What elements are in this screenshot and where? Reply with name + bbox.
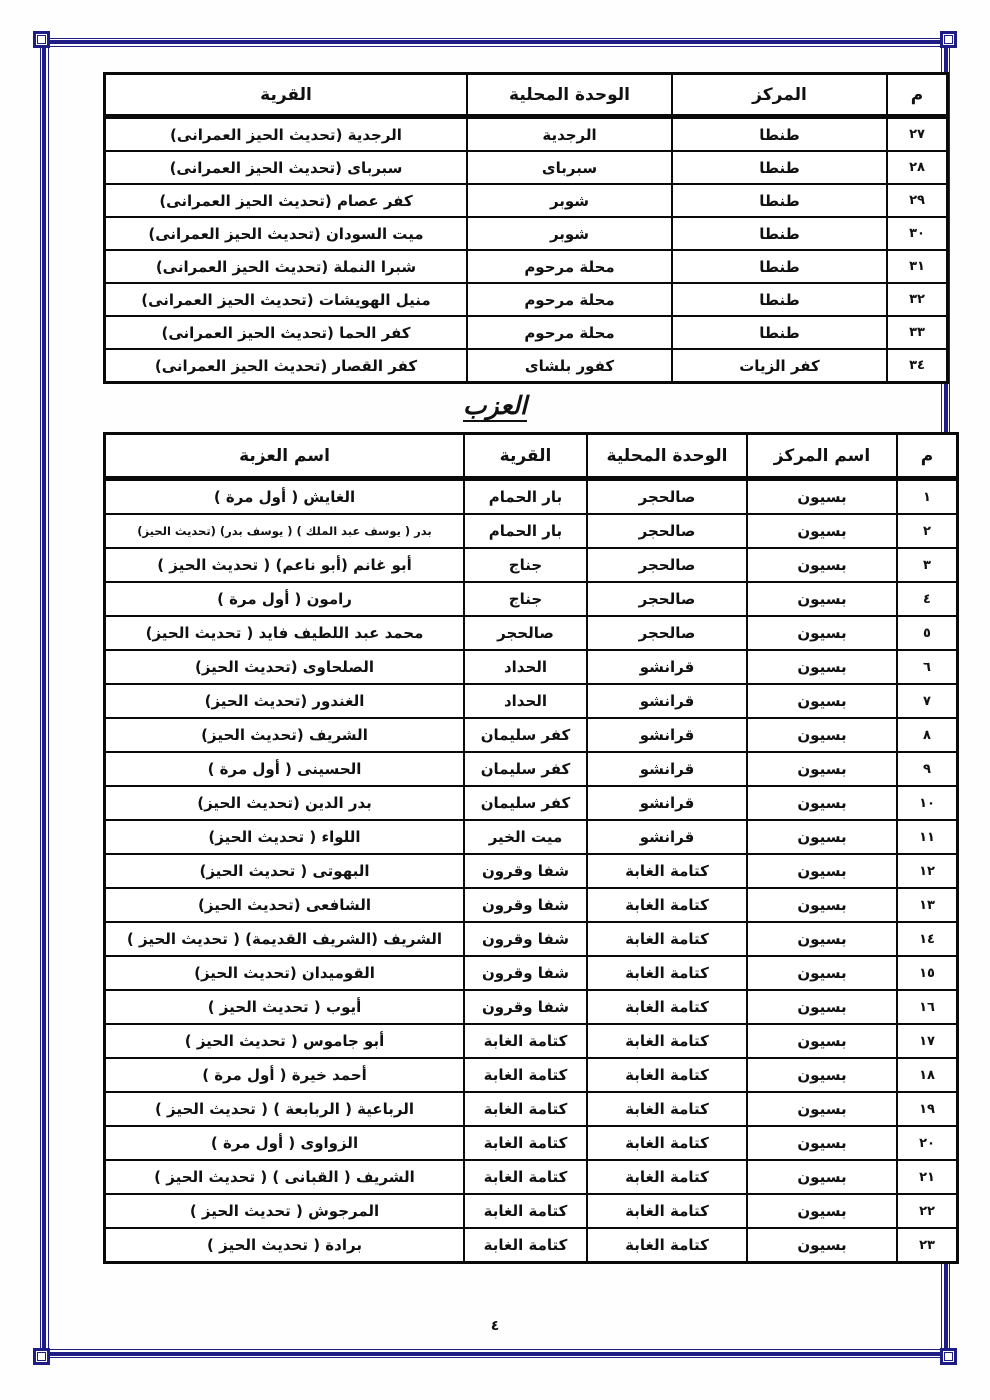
- hamlets-row: [105, 1160, 958, 1194]
- hamlets-unit-cell: كتامة الغابة: [587, 888, 747, 922]
- villages-table: [103, 72, 949, 384]
- hamlets-hamlet-cell: الشريف ( القبانى ) ( تحديث الحيز ): [105, 1160, 465, 1194]
- villages-table-header: [105, 74, 948, 117]
- hamlets-unit-cell: كتامة الغابة: [587, 1228, 747, 1263]
- villages-center-cell: طنطا: [672, 184, 887, 217]
- hamlets-center-cell: بسيون: [747, 1092, 897, 1126]
- villages-num-cell: ٣٢: [887, 283, 948, 316]
- hamlets-num-cell: ٢٢: [897, 1194, 958, 1228]
- hamlets-hamlet-cell: الغندور (تحديث الحيز): [105, 684, 465, 718]
- hamlets-header-row: [105, 434, 958, 479]
- villages-num-cell: ٣١: [887, 250, 948, 283]
- hamlets-num-cell: ٢٠: [897, 1126, 958, 1160]
- hamlets-village-cell: كتامة الغابة: [464, 1024, 587, 1058]
- hamlets-unit-cell: كتامة الغابة: [587, 1024, 747, 1058]
- hamlets-center-cell: بسيون: [747, 1228, 897, 1263]
- hamlets-row: [105, 752, 958, 786]
- hamlets-hamlet-cell: برادة ( تحديث الحيز ): [105, 1228, 465, 1263]
- hamlets-num-cell: ١٨: [897, 1058, 958, 1092]
- villages-row: [105, 184, 948, 217]
- hamlets-num-cell: ٤: [897, 582, 958, 616]
- hamlets-hamlet-cell: الحسينى ( أول مرة ): [105, 752, 465, 786]
- hamlets-hamlet-cell: الزواوى ( أول مرة ): [105, 1126, 465, 1160]
- hamlets-num-cell: ٦: [897, 650, 958, 684]
- hamlets-center-cell: بسيون: [747, 922, 897, 956]
- hamlets-row: [105, 1126, 958, 1160]
- villages-header-row: [105, 74, 948, 117]
- villages-center-cell: طنطا: [672, 117, 887, 152]
- villages-village-cell: الرجدية (تحديث الحيز العمرانى): [105, 117, 468, 152]
- hamlets-village-cell: كفر سليمان: [464, 752, 587, 786]
- villages-row: [105, 316, 948, 349]
- villages-row: [105, 250, 948, 283]
- villages-unit-cell: الرجدية: [467, 117, 672, 152]
- hamlets-hamlet-cell: الصلحاوى (تحديث الحيز): [105, 650, 465, 684]
- hamlets-unit-cell: قرانشو: [587, 786, 747, 820]
- villages-row: [105, 117, 948, 152]
- hamlets-center-cell: بسيون: [747, 854, 897, 888]
- hamlets-village-cell: شفا وقرون: [464, 990, 587, 1024]
- hamlets-hamlet-cell: القوميدان (تحديث الحيز): [105, 956, 465, 990]
- hamlets-center-cell: بسيون: [747, 718, 897, 752]
- hamlets-village-cell: كتامة الغابة: [464, 1160, 587, 1194]
- page-number: ٤: [490, 1318, 500, 1334]
- hamlets-header-num: م: [897, 434, 958, 479]
- hamlets-center-cell: بسيون: [747, 684, 897, 718]
- hamlets-unit-cell: كتامة الغابة: [587, 956, 747, 990]
- hamlets-center-cell: بسيون: [747, 888, 897, 922]
- hamlets-unit-cell: كتامة الغابة: [587, 1194, 747, 1228]
- hamlets-num-cell: ١٥: [897, 956, 958, 990]
- villages-center-cell: كفر الزيات: [672, 349, 887, 383]
- hamlets-hamlet-cell: الشريف (تحديث الحيز): [105, 718, 465, 752]
- hamlets-village-cell: بار الحمام: [464, 514, 587, 548]
- hamlets-num-cell: ١٤: [897, 922, 958, 956]
- hamlets-village-cell: صالحجر: [464, 616, 587, 650]
- villages-center-cell: طنطا: [672, 316, 887, 349]
- hamlets-unit-cell: كتامة الغابة: [587, 1092, 747, 1126]
- hamlets-village-cell: كتامة الغابة: [464, 1126, 587, 1160]
- hamlets-unit-cell: قرانشو: [587, 650, 747, 684]
- villages-center-cell: طنطا: [672, 217, 887, 250]
- hamlets-village-cell: كفر سليمان: [464, 718, 587, 752]
- hamlets-village-cell: كتامة الغابة: [464, 1092, 587, 1126]
- villages-center-cell: طنطا: [672, 250, 887, 283]
- hamlets-center-cell: بسيون: [747, 752, 897, 786]
- hamlets-hamlet-cell: أحمد خيرة ( أول مرة ): [105, 1058, 465, 1092]
- section-title: العزب: [463, 391, 527, 420]
- hamlets-row: [105, 718, 958, 752]
- hamlets-row: [105, 1058, 958, 1092]
- villages-center-cell: طنطا: [672, 283, 887, 316]
- hamlets-unit-cell: كتامة الغابة: [587, 990, 747, 1024]
- villages-center-cell: طنطا: [672, 151, 887, 184]
- hamlets-row: [105, 684, 958, 718]
- border-corner-ornament: [33, 31, 50, 48]
- hamlets-village-cell: ميت الخير: [464, 820, 587, 854]
- hamlets-row: [105, 854, 958, 888]
- hamlets-num-cell: ١٢: [897, 854, 958, 888]
- border-corner-ornament: [33, 1348, 50, 1365]
- hamlets-village-cell: بار الحمام: [464, 479, 587, 515]
- villages-village-cell: كفر الحما (تحديث الحيز العمرانى): [105, 316, 468, 349]
- villages-table-body: [105, 117, 948, 383]
- villages-row: [105, 349, 948, 383]
- hamlets-hamlet-cell: بدر الدين (تحديث الحيز): [105, 786, 465, 820]
- hamlets-village-cell: كتامة الغابة: [464, 1194, 587, 1228]
- hamlets-hamlet-cell: أيوب ( تحديث الحيز ): [105, 990, 465, 1024]
- hamlets-num-cell: ٧: [897, 684, 958, 718]
- hamlets-num-cell: ١: [897, 479, 958, 515]
- hamlets-num-cell: ٢: [897, 514, 958, 548]
- hamlets-unit-cell: صالحجر: [587, 582, 747, 616]
- hamlets-unit-cell: قرانشو: [587, 752, 747, 786]
- hamlets-village-cell: كتامة الغابة: [464, 1228, 587, 1263]
- hamlets-num-cell: ١٧: [897, 1024, 958, 1058]
- hamlets-center-cell: بسيون: [747, 616, 897, 650]
- hamlets-center-cell: بسيون: [747, 1058, 897, 1092]
- hamlets-unit-cell: كتامة الغابة: [587, 1126, 747, 1160]
- hamlets-unit-cell: كتامة الغابة: [587, 922, 747, 956]
- hamlets-village-cell: جناج: [464, 582, 587, 616]
- hamlets-row: [105, 1092, 958, 1126]
- villages-num-cell: ٣٣: [887, 316, 948, 349]
- hamlets-num-cell: ٨: [897, 718, 958, 752]
- hamlets-row: [105, 1228, 958, 1263]
- hamlets-village-cell: شفا وقرون: [464, 854, 587, 888]
- hamlets-hamlet-cell: أبو جاموس ( تحديث الحيز ): [105, 1024, 465, 1058]
- hamlets-village-cell: جناج: [464, 548, 587, 582]
- hamlets-unit-cell: صالحجر: [587, 479, 747, 515]
- hamlets-village-cell: الحداد: [464, 684, 587, 718]
- hamlets-hamlet-cell: محمد عبد اللطيف فايد ( تحديث الحيز): [105, 616, 465, 650]
- hamlets-hamlet-cell: البهوتى ( تحديث الحيز): [105, 854, 465, 888]
- hamlets-hamlet-cell: رامون ( أول مرة ): [105, 582, 465, 616]
- hamlets-row: [105, 786, 958, 820]
- villages-header-village: القرية: [105, 74, 468, 117]
- hamlets-row: [105, 990, 958, 1024]
- hamlets-row: [105, 582, 958, 616]
- hamlets-unit-cell: قرانشو: [587, 684, 747, 718]
- villages-unit-cell: شوبر: [467, 184, 672, 217]
- villages-village-cell: كفر عصام (تحديث الحيز العمرانى): [105, 184, 468, 217]
- border-corner-ornament: [940, 31, 957, 48]
- hamlets-center-cell: بسيون: [747, 820, 897, 854]
- hamlets-hamlet-cell: الغايش ( أول مرة ): [105, 479, 465, 515]
- hamlets-row: [105, 616, 958, 650]
- hamlets-hamlet-cell: الرباعية ( الربابعة ) ( تحديث الحيز ): [105, 1092, 465, 1126]
- hamlets-table: [103, 432, 959, 1264]
- hamlets-unit-cell: كتامة الغابة: [587, 1058, 747, 1092]
- hamlets-row: [105, 820, 958, 854]
- hamlets-row: [105, 1194, 958, 1228]
- hamlets-header-center: اسم المركز: [747, 434, 897, 479]
- hamlets-row: [105, 650, 958, 684]
- hamlets-row: [105, 888, 958, 922]
- villages-unit-cell: محلة مرحوم: [467, 316, 672, 349]
- hamlets-hamlet-cell: اللواء ( تحديث الحيز): [105, 820, 465, 854]
- villages-unit-cell: سبرباى: [467, 151, 672, 184]
- hamlets-center-cell: بسيون: [747, 582, 897, 616]
- villages-village-cell: ميت السودان (تحديث الحيز العمرانى): [105, 217, 468, 250]
- hamlets-unit-cell: صالحجر: [587, 548, 747, 582]
- hamlets-table-header: [105, 434, 958, 479]
- hamlets-unit-cell: كتامة الغابة: [587, 1160, 747, 1194]
- hamlets-unit-cell: قرانشو: [587, 718, 747, 752]
- hamlets-row: [105, 548, 958, 582]
- hamlets-village-cell: شفا وقرون: [464, 922, 587, 956]
- hamlets-hamlet-cell: الشافعى (تحديث الحيز): [105, 888, 465, 922]
- villages-village-cell: كفر القصار (تحديث الحيز العمرانى): [105, 349, 468, 383]
- hamlets-center-cell: بسيون: [747, 479, 897, 515]
- villages-unit-cell: محلة مرحوم: [467, 250, 672, 283]
- hamlets-num-cell: ٣: [897, 548, 958, 582]
- hamlets-unit-cell: صالحجر: [587, 514, 747, 548]
- hamlets-header-village: القرية: [464, 434, 587, 479]
- hamlets-hamlet-cell: أبو غانم (أبو ناعم) ( تحديث الحيز ): [105, 548, 465, 582]
- hamlets-num-cell: ٢٣: [897, 1228, 958, 1263]
- hamlets-num-cell: ٢١: [897, 1160, 958, 1194]
- villages-village-cell: شبرا النملة (تحديث الحيز العمرانى): [105, 250, 468, 283]
- hamlets-row: [105, 1024, 958, 1058]
- hamlets-num-cell: ١٦: [897, 990, 958, 1024]
- hamlets-center-cell: بسيون: [747, 956, 897, 990]
- hamlets-hamlet-cell: الشريف (الشريف القديمة) ( تحديث الحيز ): [105, 922, 465, 956]
- villages-num-cell: ٣٤: [887, 349, 948, 383]
- villages-unit-cell: شوبر: [467, 217, 672, 250]
- hamlets-num-cell: ١١: [897, 820, 958, 854]
- villages-row: [105, 283, 948, 316]
- hamlets-unit-cell: قرانشو: [587, 820, 747, 854]
- villages-unit-cell: كفور بلشاى: [467, 349, 672, 383]
- hamlets-num-cell: ١٩: [897, 1092, 958, 1126]
- villages-unit-cell: محلة مرحوم: [467, 283, 672, 316]
- villages-num-cell: ٢٧: [887, 117, 948, 152]
- hamlets-unit-cell: كتامة الغابة: [587, 854, 747, 888]
- hamlets-center-cell: بسيون: [747, 786, 897, 820]
- hamlets-center-cell: بسيون: [747, 1024, 897, 1058]
- hamlets-center-cell: بسيون: [747, 548, 897, 582]
- hamlets-header-hamlet: اسم العزبة: [105, 434, 465, 479]
- hamlets-center-cell: بسيون: [747, 650, 897, 684]
- villages-header-center: المركز: [672, 74, 887, 117]
- hamlets-village-cell: شفا وقرون: [464, 888, 587, 922]
- villages-row: [105, 151, 948, 184]
- villages-header-num: م: [887, 74, 948, 117]
- hamlets-num-cell: ١٠: [897, 786, 958, 820]
- villages-num-cell: ٣٠: [887, 217, 948, 250]
- villages-num-cell: ٢٨: [887, 151, 948, 184]
- hamlets-num-cell: ٥: [897, 616, 958, 650]
- villages-num-cell: ٢٩: [887, 184, 948, 217]
- hamlets-center-cell: بسيون: [747, 990, 897, 1024]
- hamlets-table-body: [105, 479, 958, 1263]
- hamlets-village-cell: كفر سليمان: [464, 786, 587, 820]
- villages-row: [105, 217, 948, 250]
- hamlets-center-cell: بسيون: [747, 1194, 897, 1228]
- border-corner-ornament: [940, 1348, 957, 1365]
- hamlets-hamlet-cell: بدر ( يوسف عبد الملك ) ( يوسف بدر) (تحديث الحيز): [105, 514, 465, 548]
- hamlets-num-cell: ٩: [897, 752, 958, 786]
- villages-header-unit: الوحدة المحلية: [467, 74, 672, 117]
- hamlets-village-cell: الحداد: [464, 650, 587, 684]
- hamlets-center-cell: بسيون: [747, 1160, 897, 1194]
- villages-village-cell: سبرباى (تحديث الحيز العمرانى): [105, 151, 468, 184]
- hamlets-center-cell: بسيون: [747, 1126, 897, 1160]
- hamlets-row: [105, 922, 958, 956]
- hamlets-row: [105, 514, 958, 548]
- hamlets-num-cell: ١٣: [897, 888, 958, 922]
- hamlets-header-unit: الوحدة المحلية: [587, 434, 747, 479]
- hamlets-row: [105, 956, 958, 990]
- hamlets-village-cell: كتامة الغابة: [464, 1058, 587, 1092]
- hamlets-center-cell: بسيون: [747, 514, 897, 548]
- villages-village-cell: منيل الهويشات (تحديث الحيز العمرانى): [105, 283, 468, 316]
- hamlets-row: [105, 479, 958, 515]
- hamlets-hamlet-cell: المرجوش ( تحديث الحيز ): [105, 1194, 465, 1228]
- hamlets-village-cell: شفا وقرون: [464, 956, 587, 990]
- hamlets-unit-cell: صالحجر: [587, 616, 747, 650]
